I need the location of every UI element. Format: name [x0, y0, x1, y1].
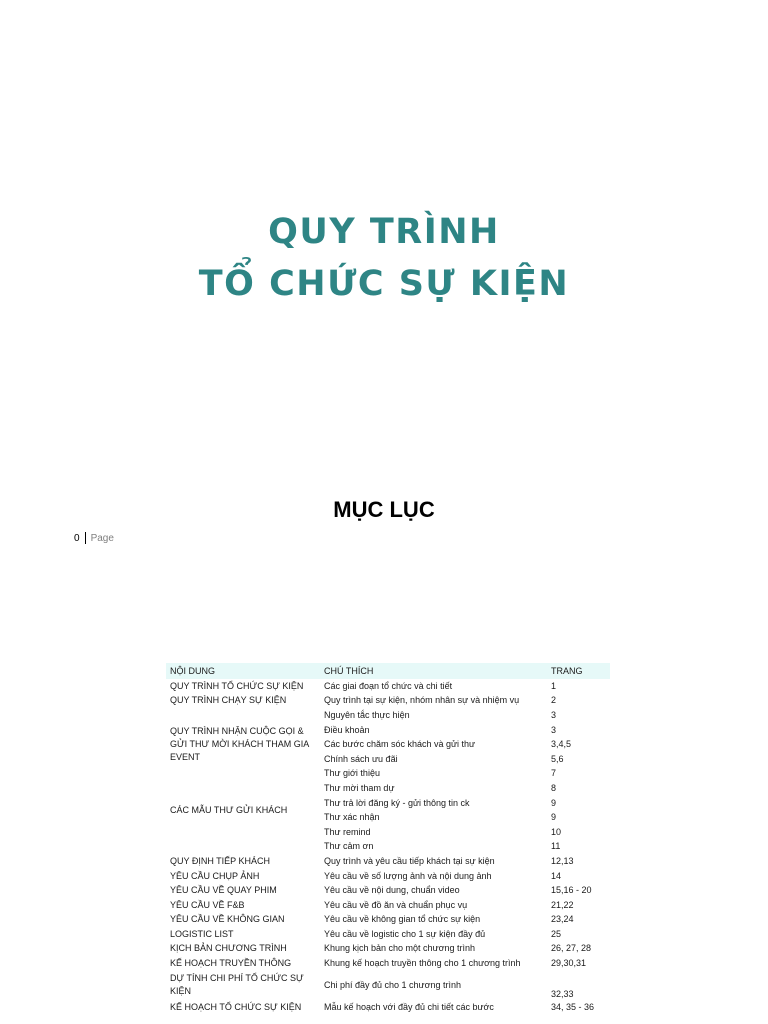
toc-note: Thư cảm ơn	[324, 841, 374, 852]
toc-section: KỊCH BẢN CHƯƠNG TRÌNH	[170, 943, 287, 954]
toc-note: Điều khoản	[324, 724, 370, 735]
toc-page: 7	[551, 768, 557, 779]
toc-note: Khung kịch bản cho một chương trình	[324, 943, 476, 954]
toc-note: Thư giới thiệu	[324, 768, 380, 779]
table-row	[166, 883, 610, 898]
toc-section: KẾ HOẠCH TỔ CHỨC SỰ KIỆN	[170, 1001, 302, 1012]
cover-title-line1: QUY TRÌNH	[268, 212, 500, 252]
toc-section: QUY TRÌNH CHẠY SỰ KIỆN	[170, 695, 287, 706]
table-row	[166, 767, 610, 782]
toc-page: 15,16 - 20	[551, 885, 592, 896]
toc-note: Chính sách ưu đãi	[324, 753, 398, 764]
toc-note: Quy trình tại sự kiện, nhóm nhân sự và nhiệm vụ	[324, 695, 520, 706]
cover-title	[0, 206, 768, 310]
column-header-page: TRANG	[551, 666, 583, 676]
toc-section: YÊU CẦU VỀ KHÔNG GIAN	[170, 914, 285, 925]
toc-page: 3	[551, 724, 557, 735]
table-row	[166, 679, 610, 694]
toc-note: Các giai đoạn tổ chức và chi tiết	[324, 680, 453, 691]
toc-note: Yêu cầu về logistic cho 1 sự kiện đầy đủ	[324, 928, 486, 939]
toc-note: Yêu cầu về nội dung, chuẩn video	[324, 885, 460, 896]
table-row	[166, 942, 610, 957]
toc-table	[166, 663, 610, 1014]
column-header-content: NỘI DUNG	[170, 666, 215, 676]
table-row	[166, 898, 610, 913]
toc-section: DỰ TÍNH CHI PHÍ TỔ CHỨC SỰ KIỆN	[170, 973, 304, 997]
toc-note: Thư trả lời đăng ký - gửi thông tin ck	[324, 797, 470, 808]
toc-page: 5,6	[551, 753, 564, 764]
toc-page: 23,24	[551, 914, 574, 925]
toc-note: Các bước chăm sóc khách và gửi thư	[324, 739, 476, 750]
toc-section: YÊU CẦU VỀ F&B	[170, 899, 245, 910]
toc-section: YÊU CẦU CHỤP ẢNH	[170, 870, 260, 881]
toc-page: 9	[551, 812, 557, 823]
toc-section: YÊU CẦU VỀ QUAY PHIM	[170, 885, 277, 896]
toc-page: 32,33	[551, 988, 574, 999]
footer-divider	[85, 532, 86, 544]
page-number: 0	[74, 533, 80, 544]
toc-page: 11	[551, 841, 561, 852]
toc-note: Thư xác nhận	[324, 812, 380, 823]
toc-heading: MỤC LỤC	[333, 497, 435, 522]
toc-page: 25	[551, 928, 562, 939]
toc-page: 10	[551, 826, 562, 837]
toc-section: CÁC MẪU THƯ GỬI KHÁCH	[170, 804, 288, 815]
toc-note: Nguyên tắc thực hiện	[324, 709, 410, 720]
toc-note: Thư mời tham dự	[324, 782, 395, 793]
toc-page: 3	[551, 709, 557, 720]
toc-section: QUY TRÌNH NHẬN CUỘC GỌI & GỬI THƯ MỜI KHÁCH THAM GIA EVENT	[170, 726, 309, 763]
toc-header-row	[166, 663, 610, 679]
table-row	[166, 723, 610, 738]
toc-page: 12,13	[551, 855, 574, 866]
toc-page: 1	[551, 680, 557, 691]
table-row	[166, 694, 610, 709]
toc-section: QUY ĐỊNH TIẾP KHÁCH	[170, 855, 271, 866]
table-row	[166, 956, 610, 971]
table-row	[166, 971, 610, 1000]
table-row	[166, 927, 610, 942]
toc-note: Thư remind	[324, 826, 371, 837]
toc-page: 29,30,31	[551, 958, 587, 969]
toc-section	[166, 708, 320, 723]
toc-section: QUY TRÌNH TỔ CHỨC SỰ KIỆN	[170, 680, 304, 691]
toc-page: 9	[551, 797, 557, 808]
toc-page: 2	[551, 695, 557, 706]
toc-page: 26, 27, 28	[551, 943, 592, 954]
toc-page: 14	[551, 870, 562, 881]
toc-note: Mẫu kế hoạch với đầy đủ chi tiết các bước	[324, 1001, 494, 1012]
toc-note: Yêu cầu về không gian tổ chức sự kiện	[324, 914, 481, 925]
toc-note: Khung kế hoạch truyền thông cho 1 chương trình	[324, 958, 521, 969]
cover-title-line2: TỔ CHỨC SỰ KIỆN	[198, 264, 570, 304]
table-row	[166, 913, 610, 928]
column-header-note: CHÚ THÍCH	[324, 666, 374, 676]
toc-note: Chi phí đầy đủ cho 1 chương trình	[324, 979, 462, 990]
table-row	[166, 869, 610, 884]
toc-note: Yêu cầu về số lượng ảnh và nội dung ảnh	[324, 870, 492, 881]
table-row	[166, 854, 610, 869]
toc-section: LOGISTIC LIST	[170, 928, 234, 939]
page-label: Page	[90, 533, 114, 544]
toc-note: Quy trình và yêu cầu tiếp khách tại sự kiện	[324, 855, 495, 866]
table-row	[166, 1000, 610, 1015]
toc-note: Yêu cầu về đồ ăn và chuẩn phục vụ	[324, 899, 468, 910]
page-footer	[74, 532, 114, 546]
toc-section: KẾ HOẠCH TRUYỀN THÔNG	[170, 958, 292, 969]
toc-page: 21,22	[551, 899, 574, 910]
toc-page: 34, 35 - 36	[551, 1001, 595, 1012]
toc-page: 8	[551, 782, 557, 793]
toc-page: 3,4,5	[551, 739, 572, 750]
table-row	[166, 708, 610, 723]
